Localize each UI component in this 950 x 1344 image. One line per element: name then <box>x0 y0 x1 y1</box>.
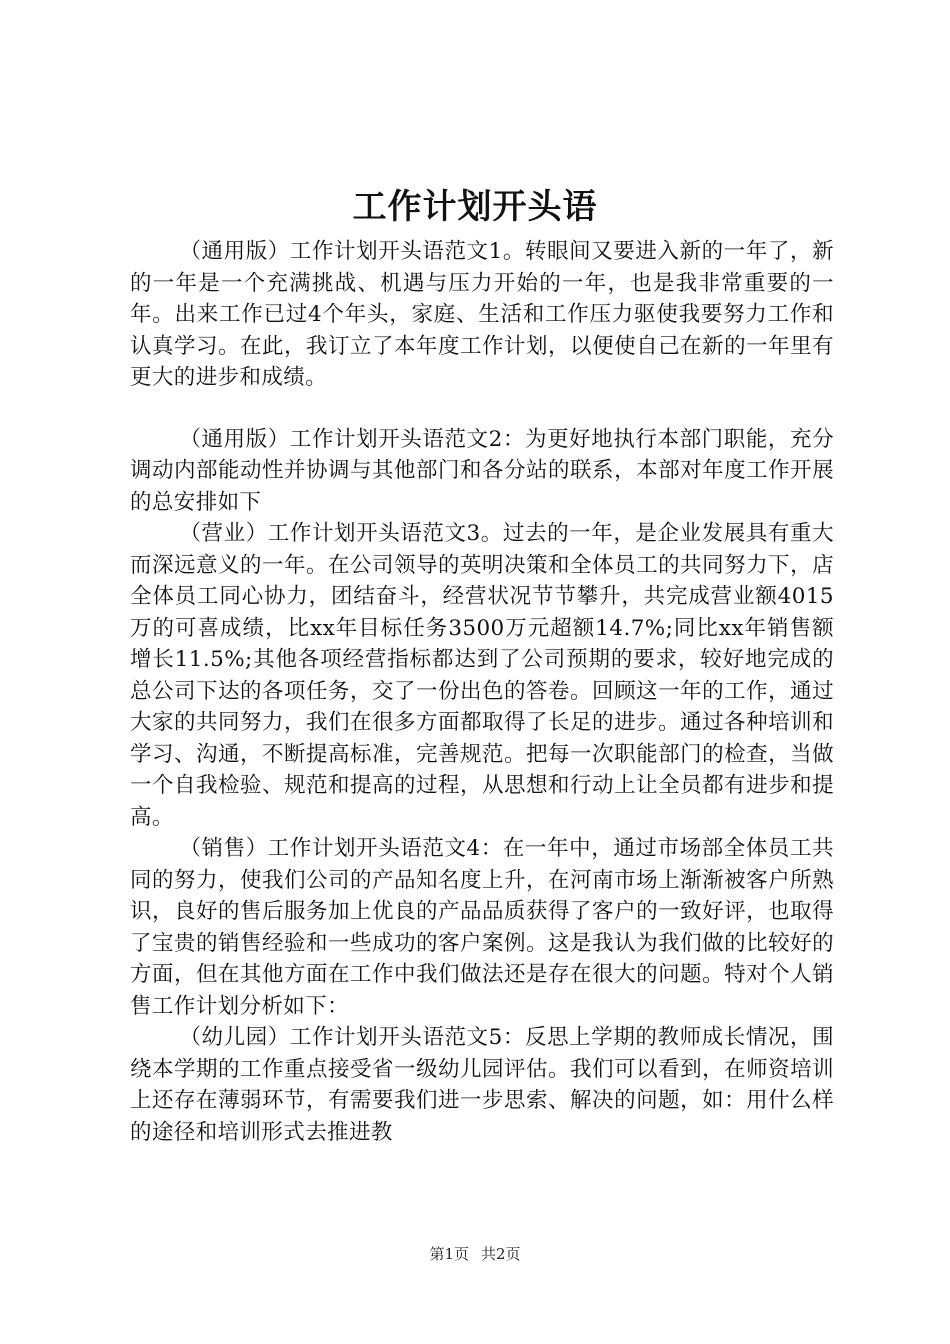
paragraph-business-3: （营业）工作计划开头语范文3。过去的一年，是企业发展具有重大而深远意义的一年。在公司领导的英明决策和全体员工的共同努力下，店全体员工同心协力，团结奋斗，经营状况节节攀升，共完成营业额4015万的可喜成绩，比xx年目标任务3500万元超额14.7%;同比xx年销售额增长11.5%;其他各项经营指标都达到了公司预期的要求，较好地完成的总公司下达的各项任务，交了一份出色的答卷。回顾这一年的工作，通过大家的共同努力，我们在很多方面都取得了长足的进步。通过各种培训和学习、沟通，不断提高标准，完善规范。把每一次职能部门的检查，当做一个自我检验、规范和提高的过程，从思想和行动上让全员都有进步和提高。 <box>130 521 834 830</box>
paragraph-general-2: （通用版）工作计划开头语范文2：为更好地执行本部门职能，充分调动内部能动性并协调与其他部门和各分站的联系，本部对年度工作开展的总安排如下 <box>130 426 834 515</box>
paragraph-general-1: （通用版）工作计划开头语范文1。转眼间又要进入新的一年了，新的一年是一个充满挑战、机遇与压力开始的一年，也是我非常重要的一年。出来工作已过4个年头，家庭、生活和工作压力驱使我要努力工作和认真学习。在此，我订立了本年度工作计划，以便使自己在新的一年里有更大的进步和成绩。 <box>130 239 834 390</box>
document-title: 工作计划开头语 <box>352 187 598 227</box>
paragraph-kindergarten-5: （幼儿园）工作计划开头语范文5：反思上学期的教师成长情况，围绕本学期的工作重点接受省一级幼儿园评估。我们可以看到，在师资培训上还存在薄弱环节，有需要我们进一步思索、解决的问题，如：用什么样的途径和培训形式去推进教 <box>130 1025 834 1145</box>
paragraph-sales-4: （销售）工作计划开头语范文4：在一年中，通过市场部全体员工共同的努力，使我们公司的产品知名度上升，在河南市场上渐渐被客户所熟识，良好的售后服务加上优良的产品品质获得了客户的一致好评，也取得了宝贵的销售经验和一些成功的客户案例。这是我认为我们做的比较好的方面，但在其他方面在工作中我们做法还是存在很大的问题。特对个人销售工作计划分析如下： <box>130 836 834 1019</box>
page-footer <box>0 1244 950 1264</box>
page-total: 共2页 <box>481 1245 521 1263</box>
document-body <box>130 236 834 1148</box>
page-number: 第1页 <box>429 1245 469 1263</box>
